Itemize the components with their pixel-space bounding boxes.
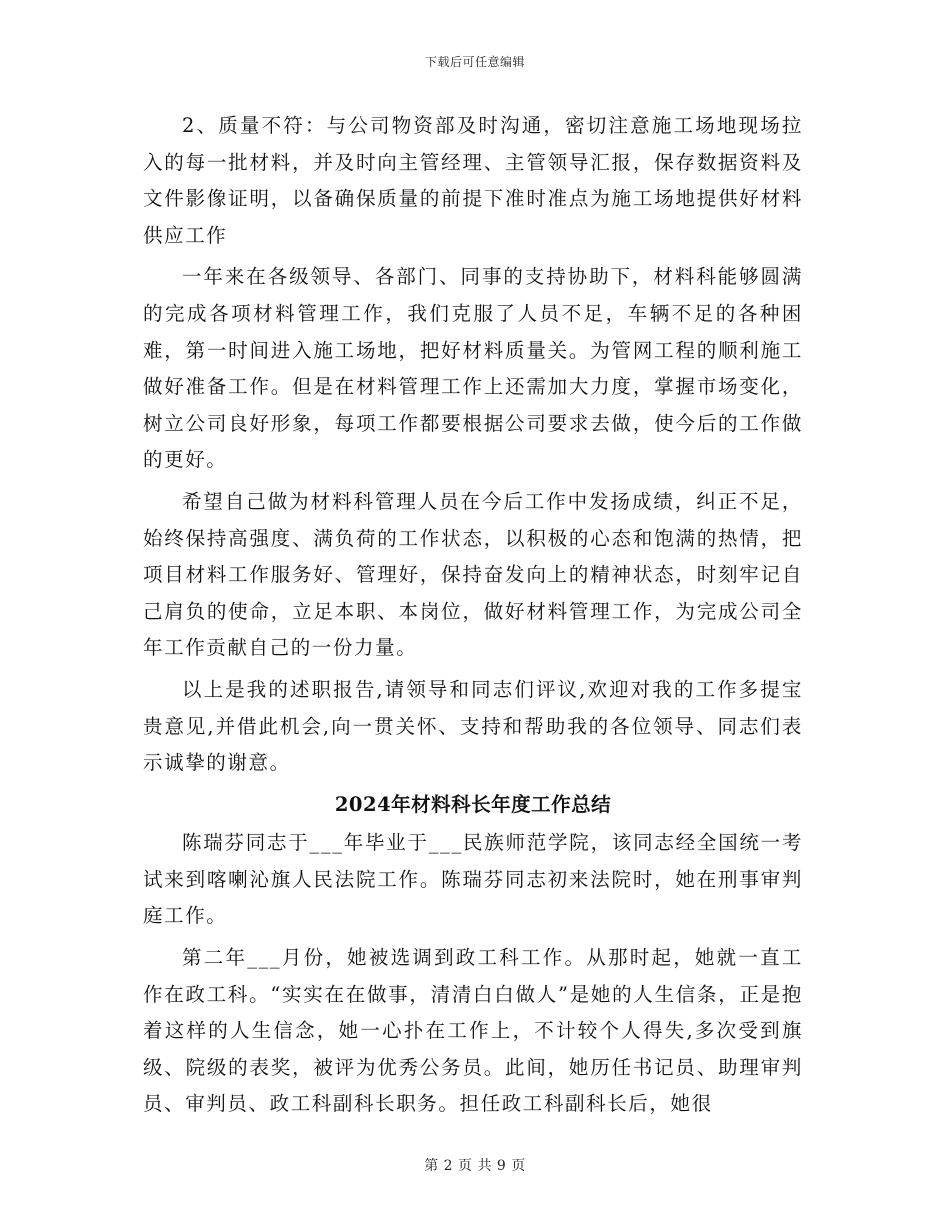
paragraph-year-review: 一年来在各级领导、各部门、同事的支持协助下，材料科能够圆满的完成各项材料管理工作，我们克服了人员不足，车辆不足的各种困难，第一时间进入施工场地，把好材料质量关。为管网工程的顺利施工做好准备工作。但是在材料管理工作上还需加大力度，掌握市场变化，树立公司良好形象，每项工作都要根据公司要求去做，使今后的工作做的更好。 xyxy=(143,265,803,472)
page-number: 第 2 页 共 9 页 xyxy=(424,1158,526,1174)
page-header-note: 下载后可任意编辑 xyxy=(424,55,525,69)
paragraph-section-intro: 陈瑞芬同志于___年毕业于___民族师范学院，该同志经全国统一考试来到喀喇沁旗人民法院工作。陈瑞芬同志初来法院时，她在刑事审判庭工作。 xyxy=(143,831,803,928)
document-body xyxy=(143,108,803,1128)
paragraph-quality-issue: 2、质量不符：与公司物资部及时沟通，密切注意施工场地现场拉入的每一批材料，并及时向主管经理、主管领导汇报，保存数据资料及文件影像证明，以备确保质量的前提下准时准点为施工场地提供好材料供应工作 xyxy=(143,114,803,247)
paragraph-hopes: 希望自己做为材料科管理人员在今后工作中发扬成绩，纠正不足，始终保持高强度、满负荷的工作状态，以积极的心态和饱满的热情，把项目材料工作服务好、管理好，保持奋发向上的精神状态，时刻牢记自己肩负的使命，立足本职、本岗位，做好材料管理工作，为完成公司全年工作贡献自己的一份力量。 xyxy=(143,489,803,660)
paragraph-section-career: 第二年___月份，她被选调到政工科工作。从那时起，她就一直工作在政工科。“实实在在做事，清清白白做人”是她的人生信条，正是抱着这样的人生信念，她一心扑在工作上，不计较个人得失,多次受到旗级、院级的表奖，被评为优秀公务员。此间，她历任书记员、助理审判员、审判员、政工科副科长职务。担任政工科副科长后，她很 xyxy=(143,946,803,1116)
section-title: 2024年材料科长年度工作总结 xyxy=(334,792,612,816)
paragraph-closing: 以上是我的述职报告,请领导和同志们评议,欢迎对我的工作多提宝贵意见,并借此机会,向一贯关怀、支持和帮助我的各位领导、同志们表示诚挚的谢意。 xyxy=(143,677,803,775)
